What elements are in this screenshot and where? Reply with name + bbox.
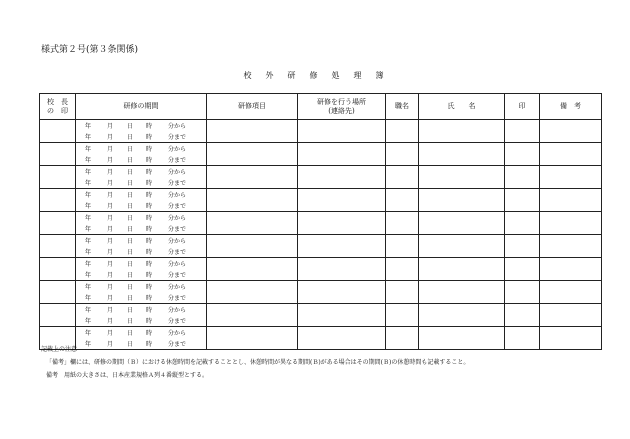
notes-line-1: 「備考」欄には、研修の期間（Ｂ）における休憩時間を記載することとし、休憩時間が異なる期間(Ｂ)がある場合はその期間(Ｂ)の休憩時間も記載すること。 xyxy=(46,359,470,366)
item-cell[interactable] xyxy=(207,235,298,258)
job-title-cell[interactable] xyxy=(386,258,419,281)
hour-label: 時 xyxy=(146,284,153,291)
table-row xyxy=(40,281,602,304)
table-row xyxy=(40,120,602,143)
minute-label: 分から xyxy=(168,169,187,176)
year-label: 年 xyxy=(85,226,92,233)
year-label: 年 xyxy=(85,341,92,348)
hour-label: 時 xyxy=(146,272,153,279)
day-label: 日 xyxy=(127,330,134,337)
header-remarks: 備 考 xyxy=(540,94,602,120)
hour-label: 時 xyxy=(146,192,153,199)
place-cell[interactable] xyxy=(298,304,386,327)
hour-label: 時 xyxy=(146,238,153,245)
year-label: 年 xyxy=(85,307,92,314)
hour-label: 時 xyxy=(146,215,153,222)
year-label: 年 xyxy=(85,169,92,176)
seal-cell[interactable] xyxy=(505,143,540,166)
place-cell[interactable] xyxy=(298,166,386,189)
place-cell[interactable] xyxy=(298,212,386,235)
minute-label: 分まで xyxy=(168,295,187,302)
remarks-cell[interactable] xyxy=(540,143,602,166)
period-cell[interactable] xyxy=(76,212,207,235)
seal-cell[interactable] xyxy=(505,212,540,235)
header-place: 研修を行う場所 (連絡先) xyxy=(298,94,386,120)
table-row xyxy=(40,166,602,189)
remarks-cell[interactable] xyxy=(540,166,602,189)
header-principal-seal: 校 長 の 印 xyxy=(40,94,76,120)
remarks-cell[interactable] xyxy=(540,327,602,350)
month-label: 月 xyxy=(107,192,114,199)
year-label: 年 xyxy=(85,192,92,199)
day-label: 日 xyxy=(127,134,134,141)
month-label: 月 xyxy=(107,226,114,233)
year-label: 年 xyxy=(85,295,92,302)
year-label: 年 xyxy=(85,284,92,291)
remarks-cell[interactable] xyxy=(540,189,602,212)
day-label: 日 xyxy=(127,295,134,302)
page-title: 校 外 研 修 処 理 簿 xyxy=(243,71,387,80)
month-label: 月 xyxy=(107,249,114,256)
remarks-cell[interactable] xyxy=(540,212,602,235)
item-cell[interactable] xyxy=(207,212,298,235)
month-label: 月 xyxy=(107,272,114,279)
month-label: 月 xyxy=(107,341,114,348)
hour-label: 時 xyxy=(146,341,153,348)
period-cell[interactable] xyxy=(76,189,207,212)
month-label: 月 xyxy=(107,318,114,325)
seal-cell[interactable] xyxy=(505,189,540,212)
seal-cell[interactable] xyxy=(505,235,540,258)
day-label: 日 xyxy=(127,249,134,256)
seal-cell[interactable] xyxy=(505,327,540,350)
table-row xyxy=(40,304,602,327)
name-cell[interactable] xyxy=(419,212,505,235)
place-cell[interactable] xyxy=(298,143,386,166)
name-cell[interactable] xyxy=(419,235,505,258)
month-label: 月 xyxy=(107,284,114,291)
month-label: 月 xyxy=(107,123,114,130)
item-cell[interactable] xyxy=(207,166,298,189)
job-title-cell[interactable] xyxy=(386,189,419,212)
minute-label: 分から xyxy=(168,192,187,199)
job-title-cell[interactable] xyxy=(386,120,419,143)
minute-label: 分から xyxy=(168,261,187,268)
day-label: 日 xyxy=(127,203,134,210)
minute-label: 分から xyxy=(168,238,187,245)
day-label: 日 xyxy=(127,180,134,187)
minute-label: 分から xyxy=(168,330,187,337)
name-cell[interactable] xyxy=(419,258,505,281)
day-label: 日 xyxy=(127,272,134,279)
day-label: 日 xyxy=(127,307,134,314)
place-cell[interactable] xyxy=(298,258,386,281)
header-period: 研修の期間 xyxy=(76,94,207,120)
hour-label: 時 xyxy=(146,203,153,210)
remarks-cell[interactable] xyxy=(540,304,602,327)
minute-label: 分から xyxy=(168,215,187,222)
minute-label: 分から xyxy=(168,284,187,291)
day-label: 日 xyxy=(127,284,134,291)
period-cell[interactable] xyxy=(76,281,207,304)
job-title-cell[interactable] xyxy=(386,143,419,166)
remarks-cell[interactable] xyxy=(540,258,602,281)
hour-label: 時 xyxy=(146,134,153,141)
year-label: 年 xyxy=(85,238,92,245)
principal-seal-cell[interactable] xyxy=(40,235,76,258)
job-title-cell[interactable] xyxy=(386,304,419,327)
hour-label: 時 xyxy=(146,169,153,176)
period-cell[interactable] xyxy=(76,327,207,350)
year-label: 年 xyxy=(85,318,92,325)
remarks-cell[interactable] xyxy=(540,235,602,258)
period-cell[interactable] xyxy=(76,166,207,189)
month-label: 月 xyxy=(107,215,114,222)
day-label: 日 xyxy=(127,226,134,233)
table-row xyxy=(40,235,602,258)
name-cell[interactable] xyxy=(419,143,505,166)
minute-label: 分まで xyxy=(168,272,187,279)
header-name: 氏 名 xyxy=(419,94,505,120)
table-row xyxy=(40,327,602,350)
name-cell[interactable] xyxy=(419,189,505,212)
form-number: 様式第２号(第３条関係) xyxy=(41,45,139,55)
name-cell[interactable] xyxy=(419,304,505,327)
principal-seal-cell[interactable] xyxy=(40,212,76,235)
month-label: 月 xyxy=(107,169,114,176)
table-row xyxy=(40,189,602,212)
remarks-cell[interactable] xyxy=(540,120,602,143)
job-title-cell[interactable] xyxy=(386,235,419,258)
item-cell[interactable] xyxy=(207,143,298,166)
seal-cell[interactable] xyxy=(505,258,540,281)
period-cell[interactable] xyxy=(76,120,207,143)
year-label: 年 xyxy=(85,180,92,187)
place-cell[interactable] xyxy=(298,120,386,143)
year-label: 年 xyxy=(85,134,92,141)
month-label: 月 xyxy=(107,295,114,302)
month-label: 月 xyxy=(107,307,114,314)
table-row xyxy=(40,258,602,281)
minute-label: 分から xyxy=(168,146,187,153)
hour-label: 時 xyxy=(146,307,153,314)
principal-seal-cell[interactable] xyxy=(40,166,76,189)
remarks-cell[interactable] xyxy=(540,281,602,304)
hour-label: 時 xyxy=(146,123,153,130)
training-ledger-table xyxy=(39,93,602,350)
item-cell[interactable] xyxy=(207,327,298,350)
month-label: 月 xyxy=(107,180,114,187)
minute-label: 分から xyxy=(168,307,187,314)
name-cell[interactable] xyxy=(419,120,505,143)
year-label: 年 xyxy=(85,330,92,337)
job-title-cell[interactable] xyxy=(386,281,419,304)
header-item: 研修項目 xyxy=(207,94,298,120)
day-label: 日 xyxy=(127,318,134,325)
name-cell[interactable] xyxy=(419,327,505,350)
year-label: 年 xyxy=(85,203,92,210)
notes-heading: 記載上の注意 xyxy=(41,346,78,353)
period-cell[interactable] xyxy=(76,258,207,281)
principal-seal-cell[interactable] xyxy=(40,281,76,304)
seal-cell[interactable] xyxy=(505,281,540,304)
notes-line-2: 備考 用紙の大きさは、日本産業規格Ａ列４番縦型とする。 xyxy=(46,372,209,379)
hour-label: 時 xyxy=(146,261,153,268)
name-cell[interactable] xyxy=(419,166,505,189)
day-label: 日 xyxy=(127,123,134,130)
year-label: 年 xyxy=(85,261,92,268)
day-label: 日 xyxy=(127,261,134,268)
day-label: 日 xyxy=(127,157,134,164)
year-label: 年 xyxy=(85,157,92,164)
month-label: 月 xyxy=(107,146,114,153)
month-label: 月 xyxy=(107,330,114,337)
year-label: 年 xyxy=(85,123,92,130)
item-cell[interactable] xyxy=(207,189,298,212)
minute-label: 分まで xyxy=(168,134,187,141)
hour-label: 時 xyxy=(146,318,153,325)
minute-label: 分まで xyxy=(168,226,187,233)
year-label: 年 xyxy=(85,215,92,222)
day-label: 日 xyxy=(127,146,134,153)
month-label: 月 xyxy=(107,261,114,268)
seal-cell[interactable] xyxy=(505,166,540,189)
year-label: 年 xyxy=(85,272,92,279)
item-cell[interactable] xyxy=(207,258,298,281)
year-label: 年 xyxy=(85,146,92,153)
period-cell[interactable] xyxy=(76,235,207,258)
minute-label: 分まで xyxy=(168,157,187,164)
item-cell[interactable] xyxy=(207,281,298,304)
minute-label: 分まで xyxy=(168,249,187,256)
month-label: 月 xyxy=(107,157,114,164)
year-label: 年 xyxy=(85,249,92,256)
job-title-cell[interactable] xyxy=(386,327,419,350)
period-cell[interactable] xyxy=(76,304,207,327)
table-row xyxy=(40,143,602,166)
month-label: 月 xyxy=(107,203,114,210)
minute-label: 分から xyxy=(168,123,187,130)
hour-label: 時 xyxy=(146,330,153,337)
table-header-row xyxy=(40,94,602,120)
day-label: 日 xyxy=(127,238,134,245)
minute-label: 分まで xyxy=(168,180,187,187)
day-label: 日 xyxy=(127,192,134,199)
hour-label: 時 xyxy=(146,226,153,233)
seal-cell[interactable] xyxy=(505,120,540,143)
item-cell[interactable] xyxy=(207,120,298,143)
principal-seal-cell[interactable] xyxy=(40,120,76,143)
principal-seal-cell[interactable] xyxy=(40,258,76,281)
hour-label: 時 xyxy=(146,295,153,302)
name-cell[interactable] xyxy=(419,281,505,304)
day-label: 日 xyxy=(127,169,134,176)
month-label: 月 xyxy=(107,134,114,141)
principal-seal-cell[interactable] xyxy=(40,304,76,327)
place-cell[interactable] xyxy=(298,327,386,350)
minute-label: 分まで xyxy=(168,318,187,325)
place-cell[interactable] xyxy=(298,235,386,258)
job-title-cell[interactable] xyxy=(386,212,419,235)
principal-seal-cell[interactable] xyxy=(40,143,76,166)
header-seal: 印 xyxy=(505,94,540,120)
hour-label: 時 xyxy=(146,157,153,164)
hour-label: 時 xyxy=(146,146,153,153)
minute-label: 分まで xyxy=(168,203,187,210)
day-label: 日 xyxy=(127,341,134,348)
item-cell[interactable] xyxy=(207,304,298,327)
place-cell[interactable] xyxy=(298,281,386,304)
place-cell[interactable] xyxy=(298,189,386,212)
header-job-title: 職名 xyxy=(386,94,419,120)
hour-label: 時 xyxy=(146,180,153,187)
job-title-cell[interactable] xyxy=(386,166,419,189)
hour-label: 時 xyxy=(146,249,153,256)
principal-seal-cell[interactable] xyxy=(40,189,76,212)
seal-cell[interactable] xyxy=(505,304,540,327)
period-cell[interactable] xyxy=(76,143,207,166)
table-row xyxy=(40,212,602,235)
day-label: 日 xyxy=(127,215,134,222)
month-label: 月 xyxy=(107,238,114,245)
minute-label: 分まで xyxy=(168,341,187,348)
